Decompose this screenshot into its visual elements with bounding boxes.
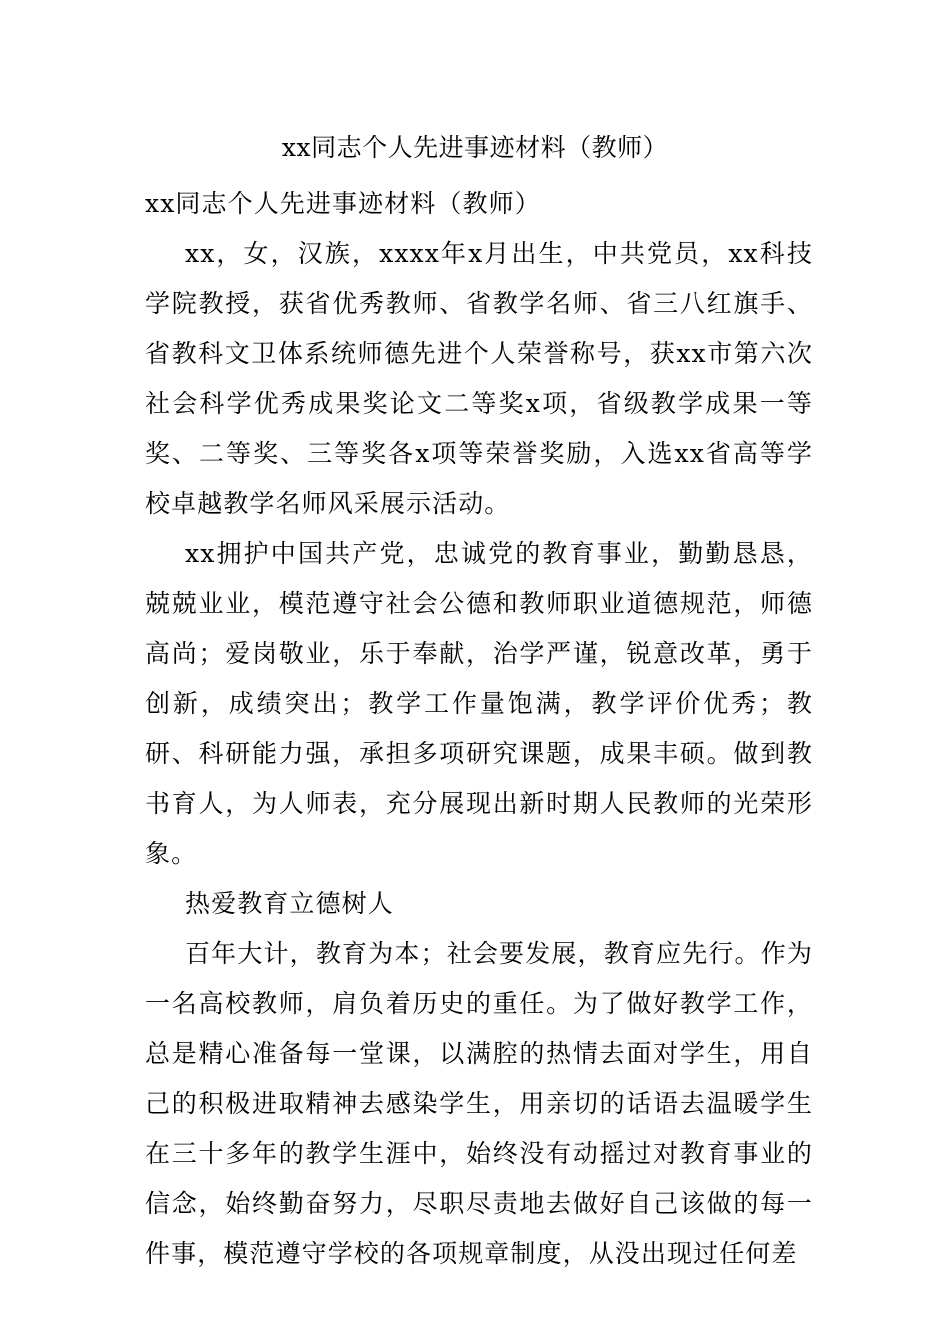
document-title: xx同志个人先进事迹材料（教师） [281, 133, 669, 162]
paragraph-biography: xx，女，汉族，xxxx年x月出生，中共党员，xx科技学院教授，获省优秀教师、省教学名师、省三八红旗手、省教科文卫体系统师德先进个人荣誉称号，获xx市第六次社会科学优秀成果奖论文二等奖x项，省级教学成果一等奖、二等奖、三等奖各x项等荣誉奖励，入选xx省高等学校卓越教学名师风采展示活动。 [145, 239, 813, 518]
document-subtitle: xx同志个人先进事迹材料（教师） [145, 189, 541, 218]
section-heading: 热爱教育立德树人 [185, 889, 394, 918]
paragraph-ethics: xx拥护中国共产党，忠诚党的教育事业，勤勤恳恳，兢兢业业，模范遵守社会公德和教师职业道德规范，师德高尚；爱岗敬业，乐于奉献，治学严谨，锐意改革，勇于创新，成绩突出；教学工作量饱满，教学评价优秀；教研、科研能力强，承担多项研究课题，成果丰硕。做到教书育人，为人师表，充分展现出新时期人民教师的光荣形象。 [145, 539, 813, 868]
paragraph-teaching: 百年大计，教育为本；社会要发展，教育应先行。作为一名高校教师，肩负着历史的重任。为了做好教学工作，总是精心准备每一堂课，以满腔的热情去面对学生，用自己的积极进取精神去感染学生，用亲切的话语去温暖学生在三十多年的教学生涯中，始终没有动摇过对教育事业的信念，始终勤奋努力，尽职尽责地去做好自己该做的每一件事，模范遵守学校的各项规章制度，从没出现过任何差 [145, 939, 813, 1268]
document-body [145, 179, 813, 1279]
